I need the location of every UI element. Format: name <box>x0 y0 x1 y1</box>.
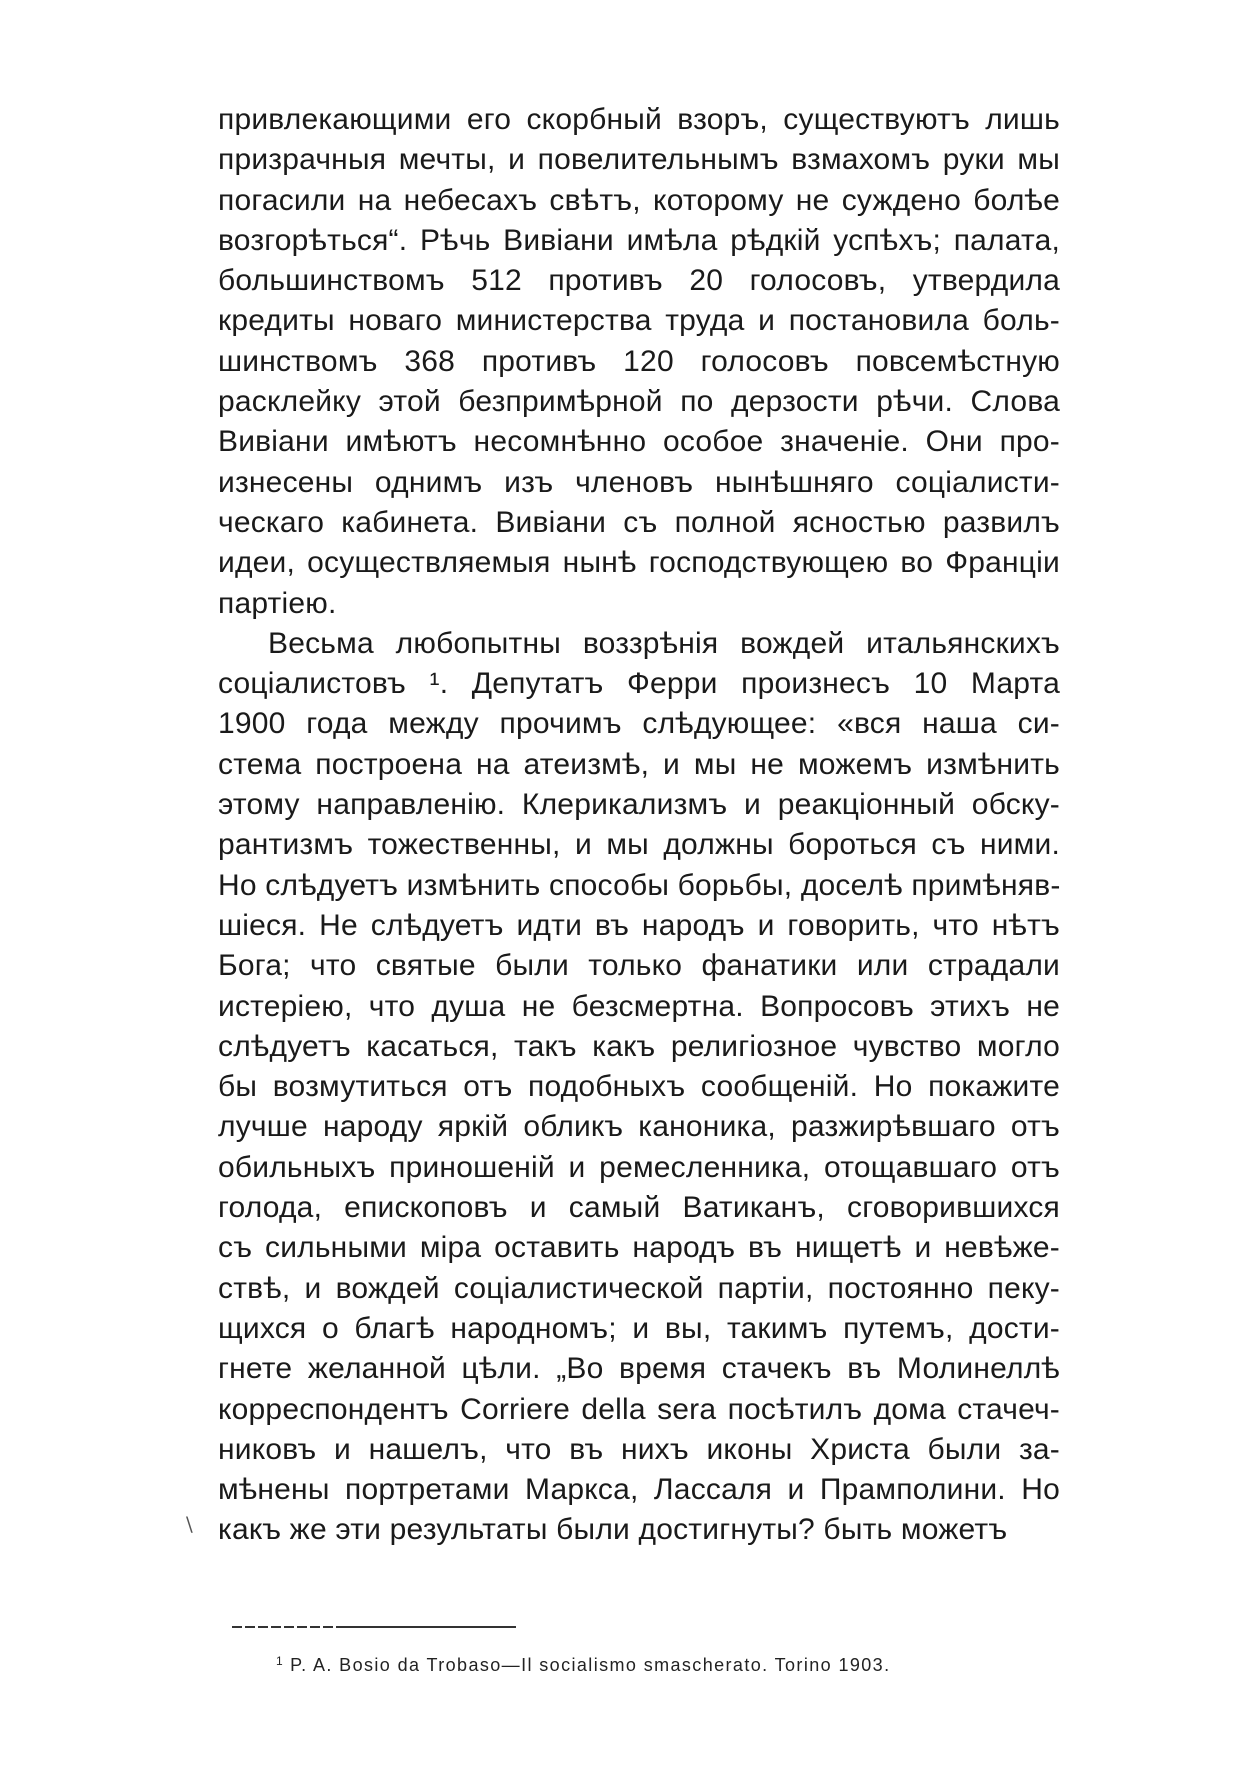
main-text <box>218 100 1060 1551</box>
text-line: истеріею, что душа не безсмертна. Вопросовъ этихъ не <box>218 989 1060 1023</box>
text-line: слѣдуетъ касаться, такъ какъ религіозное чувство могло <box>218 1029 1060 1063</box>
text-line: обильныхъ приношеній и ремесленника, отощавшаго отъ <box>218 1150 1060 1184</box>
footnote-text: P. A. Bosio da Trobaso—Il socialismo smascherato. Torino 1903. <box>290 1655 891 1675</box>
text-line: щихся о благѣ народномъ; и вы, такимъ путемъ, дости- <box>218 1311 1060 1345</box>
footnote-marker: 1 <box>276 1654 285 1668</box>
text-line: бы возмутиться отъ подобныхъ сообщеній. Но покажите <box>218 1070 1060 1104</box>
text-line: Бога; что святые были только фанатики или страдали <box>218 949 1060 983</box>
text-line: кредиты новаго министерства труда и постановила боль- <box>218 304 1060 338</box>
text-line: мѣнены портретами Маркса, Лассаля и Прамполини. Но <box>218 1473 1060 1507</box>
text-line: гнете желанной цѣли. „Во время стачекъ въ Молинеллѣ <box>218 1352 1060 1386</box>
text-line: ствѣ, и вождей соціалистической партіи, постоянно пеку- <box>218 1271 1060 1305</box>
text-line: расклейку этой безпримѣрной по дерзости рѣчи. Слова <box>218 385 1060 419</box>
text-line: большинствомъ 512 противъ 20 голосовъ, утвердила <box>218 264 1060 298</box>
margin-mark: \ <box>186 1512 193 1536</box>
text-line: изнесены однимъ изъ членовъ нынѣшняго соціалисти- <box>218 465 1060 499</box>
text-line: соціалистовъ ¹. Депутатъ Ферри произнесъ 10 Марта <box>218 667 1060 701</box>
text-line: съ сильными міра оставить народъ въ нищетѣ и невѣже- <box>218 1231 1060 1265</box>
text-line: шинствомъ 368 противъ 120 голосовъ повсемѣстную <box>218 344 1060 378</box>
text-line: погасили на небесахъ свѣтъ, которому не суждено болѣе <box>218 183 1060 217</box>
text-line: рантизмъ тожественны, и мы должны бороться съ ними. <box>218 828 1060 862</box>
text-line: голода, епископовъ и самый Ватиканъ, сговорившихся <box>218 1191 1060 1225</box>
text-line: привлекающими его скорбный взоръ, существуютъ лишь <box>218 103 1060 136</box>
text-line: идеи, осуществляемыя нынѣ господствующею во Франціи <box>218 546 1060 580</box>
text-line: шіеся. Не слѣдуетъ идти въ народъ и говорить, что нѣтъ <box>218 908 1060 942</box>
text-line: 1900 года между прочимъ слѣдующее: «вся наша си- <box>218 707 1060 741</box>
footnote <box>276 1654 890 1676</box>
text-line: Но слѣдуетъ измѣнить способы борьбы, доселѣ примѣняв- <box>218 868 1061 902</box>
text-line: стема построена на атеизмѣ, и мы не можемъ измѣнить <box>218 747 1060 781</box>
text-line: призрачныя мечты, и повелительнымъ взмахомъ руки мы <box>218 143 1060 177</box>
text-line: Весьма любопытны воззрѣнія вождей итальянскихъ <box>268 626 1060 660</box>
text-line: возгорѣться“. Рѣчь Вивіани имѣла рѣдкій успѣхъ; палата, <box>218 223 1060 257</box>
footnote-separator <box>232 1626 516 1628</box>
text-line: Вивіани имѣютъ несомнѣнно особое значеніе. Они про- <box>218 425 1060 459</box>
text-line: какъ же эти результаты были достигнуты? быть можетъ <box>218 1513 1008 1547</box>
text-line: корреспондентъ Corriere della sera посѣтилъ дома стачеч- <box>218 1392 1060 1426</box>
text-line: ческаго кабинета. Вивіани съ полной ясностью развилъ <box>218 505 1060 539</box>
text-line: никовъ и нашелъ, что въ нихъ иконы Христа были за- <box>218 1432 1060 1466</box>
text-line: этому направленію. Клерикализмъ и реакціонный обску- <box>218 788 1060 822</box>
text-line: лучше народу яркій обликъ каноника, разжирѣвшаго отъ <box>218 1110 1060 1144</box>
text-line: партіею. <box>218 586 337 620</box>
